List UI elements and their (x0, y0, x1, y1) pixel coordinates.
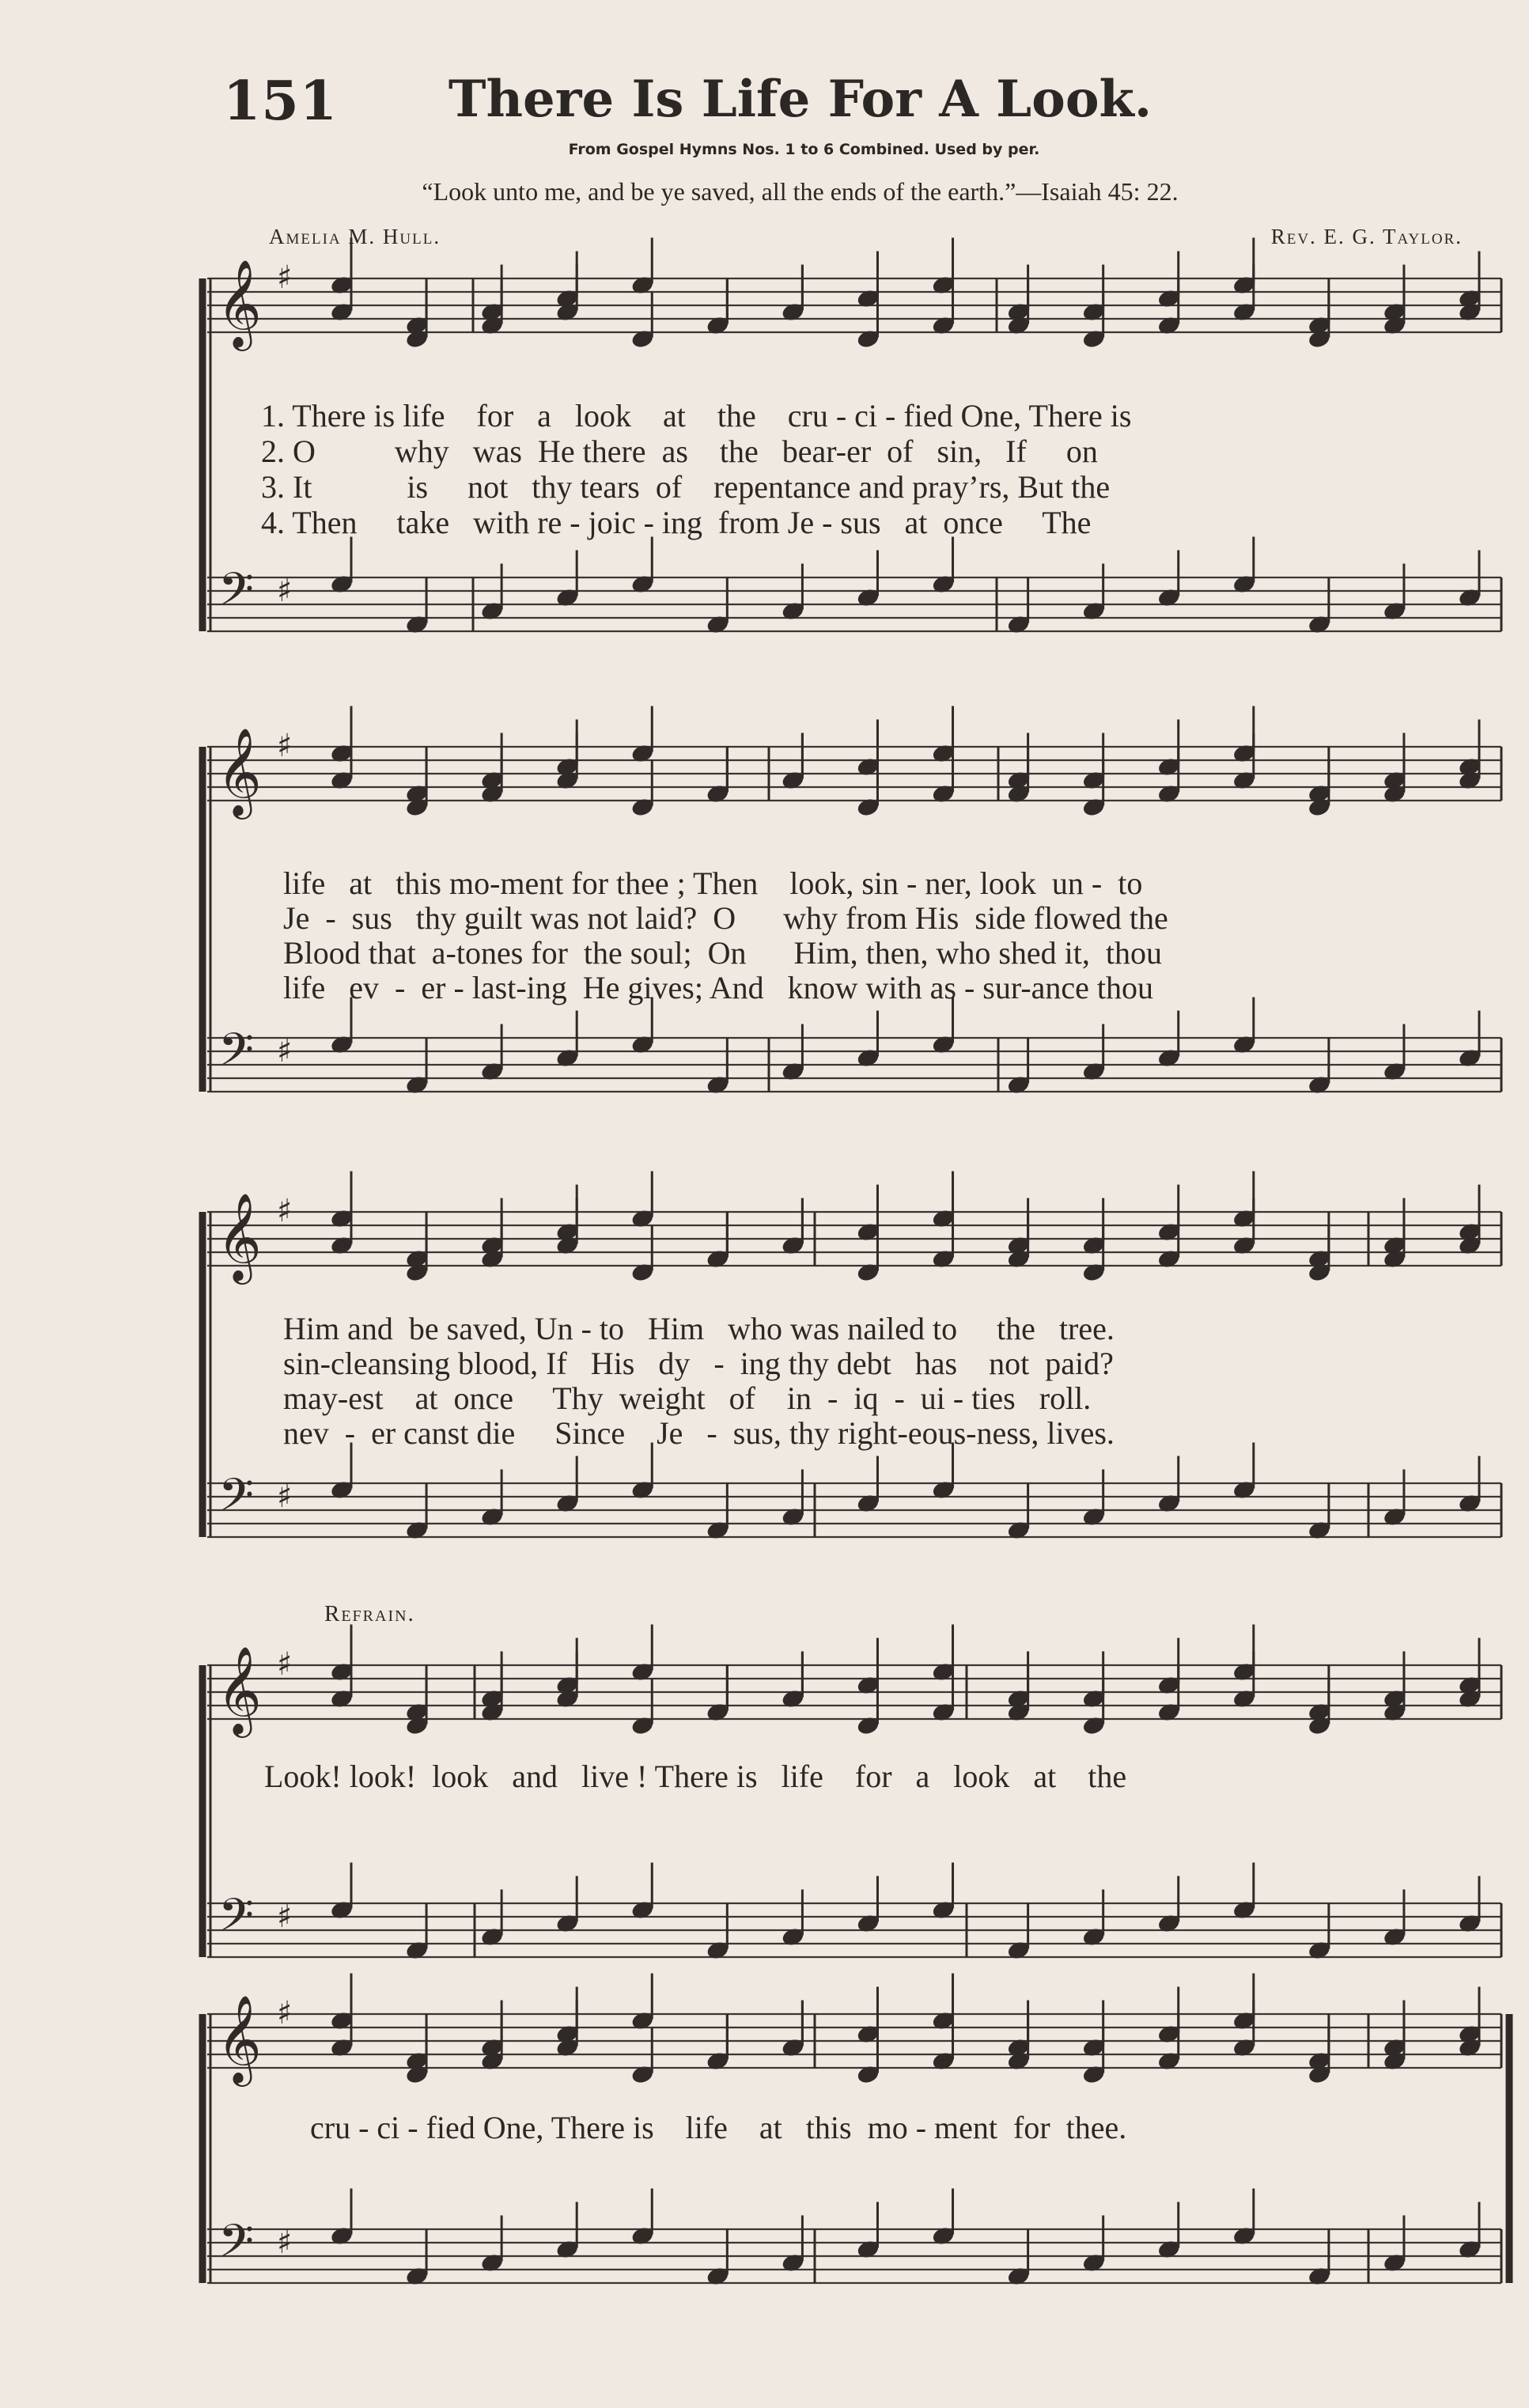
sharp-icon: ♯ (277, 259, 293, 296)
lyric-line: sin-cleansing blood, If His dy - ing thy debt has not paid? (283, 1346, 1114, 1381)
sharp-icon: ♯ (277, 1646, 293, 1683)
lyric-line: Je - sus thy guilt was not laid? O why from His side flowed the (283, 900, 1168, 936)
sharp-icon: ♯ (277, 728, 293, 764)
sharp-icon: ♯ (277, 1193, 293, 1229)
staff-system (207, 1665, 1501, 1957)
hymn-number: 151 (223, 70, 338, 133)
hymn-title: There Is Life For A Look. (448, 70, 1152, 129)
treble-clef-icon: 𝄞 (217, 1192, 262, 1281)
lyric-line: may-est at once Thy weight of in - iq - ui - ties roll. (283, 1380, 1092, 1416)
bass-clef-icon: 𝄢 (218, 562, 255, 627)
refrain-label: Refrain. (324, 1601, 415, 1626)
staff-system (207, 2014, 1501, 2283)
bass-clef-icon: 𝄢 (218, 2214, 255, 2279)
composer: Rev. E. G. Taylor. (1270, 225, 1463, 248)
treble-clef-icon: 𝄞 (217, 727, 262, 816)
refrain-lyric-line: Look! look! look and live ! There is life for a look at the (264, 1759, 1127, 1794)
sharp-icon: ♯ (277, 1478, 293, 1515)
refrain-lyric-line: cru - ci - fied One, There is life at this mo - ment for thee. (310, 2110, 1127, 2145)
scripture-quote: “Look unto me, and be ye saved, all the ends of the earth.”—Isaiah 45: 22. (422, 177, 1179, 206)
lyric-line: Him and be saved, Un - to Him who was nailed to the tree. (283, 1311, 1115, 1346)
source-credit: From Gospel Hymns Nos. 1 to 6 Combined. Used by per. (568, 141, 1040, 158)
treble-clef-icon: 𝄞 (217, 1645, 262, 1734)
sharp-icon: ♯ (277, 573, 293, 609)
lyric-line: 1. There is life for a look at the cru - ci - fied One, There is (261, 398, 1132, 434)
lyric-line: Blood that a-tones for the soul; On Him, then, who shed it, thou (283, 935, 1162, 971)
lyric-line: 4. Then take with re - joic - ing from Je - sus at once The (261, 505, 1092, 540)
lyric-line: 3. It is not thy tears of repentance and pray’rs, But the (261, 469, 1111, 505)
lyric-line: 2. O why was He there as the bear-er of sin, If on (261, 434, 1098, 469)
bass-clef-icon: 𝄢 (218, 1023, 255, 1088)
bass-clef-icon: 𝄢 (218, 1888, 255, 1953)
sharp-icon: ♯ (277, 1995, 293, 2031)
lyricist: Amelia M. Hull. (269, 225, 441, 248)
lyric-line: life ev - er - last-ing He gives; And know with as - sur-ance thou (283, 970, 1154, 1005)
bass-clef-icon: 𝄢 (218, 1468, 255, 1533)
treble-clef-icon: 𝄞 (217, 259, 262, 347)
lyric-line: nev - er canst die Since Je - sus, thy right-eous-ness, lives. (283, 1415, 1115, 1451)
sharp-icon: ♯ (277, 1033, 293, 1070)
treble-clef-icon: 𝄞 (217, 1994, 262, 2083)
sharp-icon: ♯ (277, 2224, 293, 2261)
sharp-icon: ♯ (277, 1899, 293, 1935)
lyric-line: life at this mo-ment for thee ; Then look, sin - ner, look un - to (283, 865, 1143, 901)
